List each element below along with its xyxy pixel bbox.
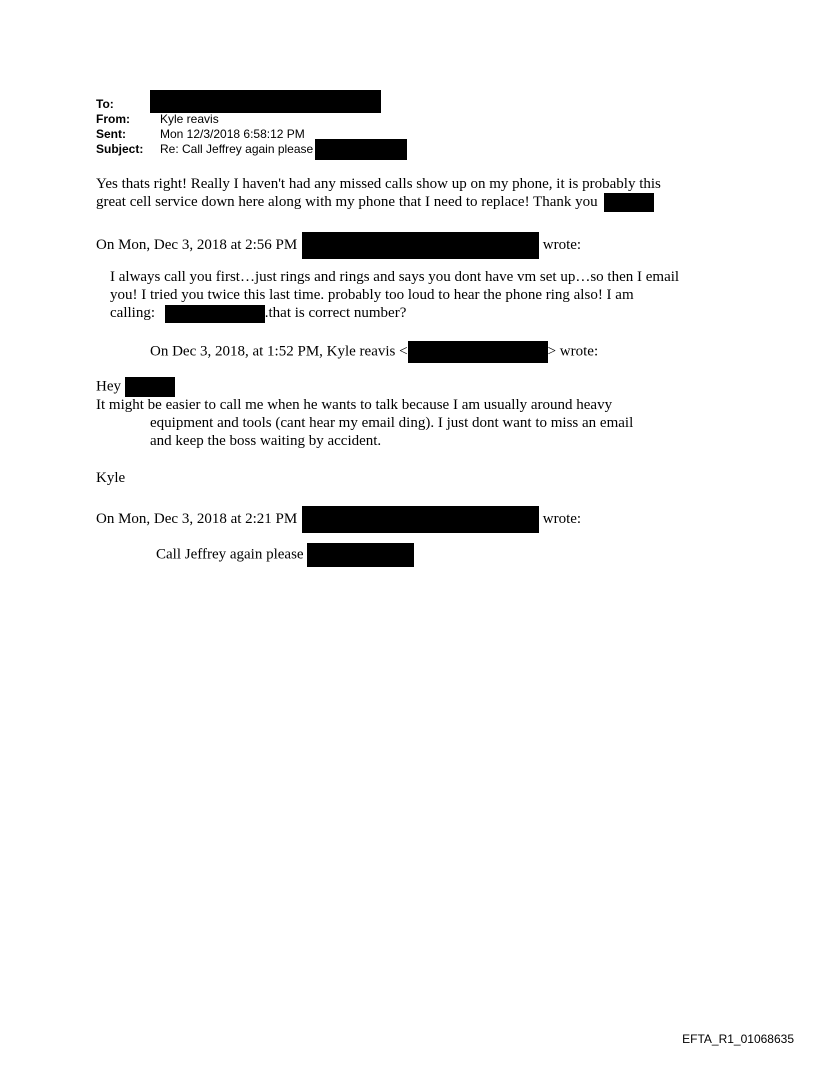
signature: Kyle xyxy=(96,470,126,486)
quote1-attribution xyxy=(96,232,581,259)
quote3-attribution-prefix: On Mon, Dec 3, 2018 at 2:21 PM xyxy=(96,510,298,527)
to-row xyxy=(96,97,407,112)
quote2-line-3: and keep the boss waiting by accident. xyxy=(150,433,382,449)
quote2-attribution-prefix: On Dec 3, 2018, at 1:52 PM, Kyle reavis < xyxy=(150,343,408,360)
quote3-line-1-text: Call Jeffrey again please xyxy=(156,546,304,563)
quote2-line-1: It might be easier to call me when he wants to talk because I am usually around heavy xyxy=(96,397,613,413)
redaction-box xyxy=(408,341,548,363)
redaction-box xyxy=(315,139,407,160)
document-id: EFTA_R1_01068635 xyxy=(682,1032,794,1046)
reply-line-2-text: great cell service down here along with my phone that I need to replace! Thank you xyxy=(96,194,598,210)
email-header xyxy=(96,97,407,157)
redaction-box xyxy=(604,193,654,212)
quote1-line-1: I always call you first…just rings and rings and says you dont have vm set up…so then I email xyxy=(110,269,680,285)
redaction-box xyxy=(165,305,265,323)
quote3-attribution xyxy=(96,506,581,533)
from-label: From: xyxy=(96,112,130,126)
quote1-attribution-prefix: On Mon, Dec 3, 2018 at 2:56 PM xyxy=(96,236,298,253)
quote1-line-3-suffix: .that is correct number? xyxy=(264,305,407,321)
quote2-greeting xyxy=(96,377,175,397)
quote1-line-3-prefix: calling: xyxy=(110,305,155,321)
quote2-attribution xyxy=(150,341,598,363)
quote2-greeting-text: Hey xyxy=(96,378,121,395)
sent-label: Sent: xyxy=(96,127,126,141)
quote1-line-2: you! I tried you twice this last time. probably too loud to hear the phone ring also! I am xyxy=(110,287,634,303)
quote2-line-2: equipment and tools (cant hear my email ding). I just dont want to miss an email xyxy=(150,415,634,431)
redaction-box xyxy=(150,90,381,113)
subject-value: Re: Call Jeffrey again please xyxy=(160,142,314,156)
subject-label: Subject: xyxy=(96,142,144,156)
from-value: Kyle reavis xyxy=(160,112,219,126)
redaction-box xyxy=(302,506,539,533)
quote3-line-1 xyxy=(156,543,414,567)
to-label: To: xyxy=(96,97,114,111)
reply-line-2 xyxy=(96,193,654,212)
redaction-box xyxy=(125,377,175,397)
quote2-attribution-suffix: > wrote: xyxy=(547,343,599,360)
sent-value: Mon 12/3/2018 6:58:12 PM xyxy=(160,127,305,141)
quote1-attribution-suffix: wrote: xyxy=(542,236,582,253)
subject-row xyxy=(96,142,407,157)
redaction-box xyxy=(307,543,414,567)
quote3-attribution-suffix: wrote: xyxy=(542,510,582,527)
quote1-line-3 xyxy=(110,304,406,323)
reply-line-1: Yes thats right! Really I haven't had any missed calls show up on my phone, it is probably this xyxy=(96,176,661,192)
from-row xyxy=(96,112,407,127)
redaction-box xyxy=(302,232,539,259)
